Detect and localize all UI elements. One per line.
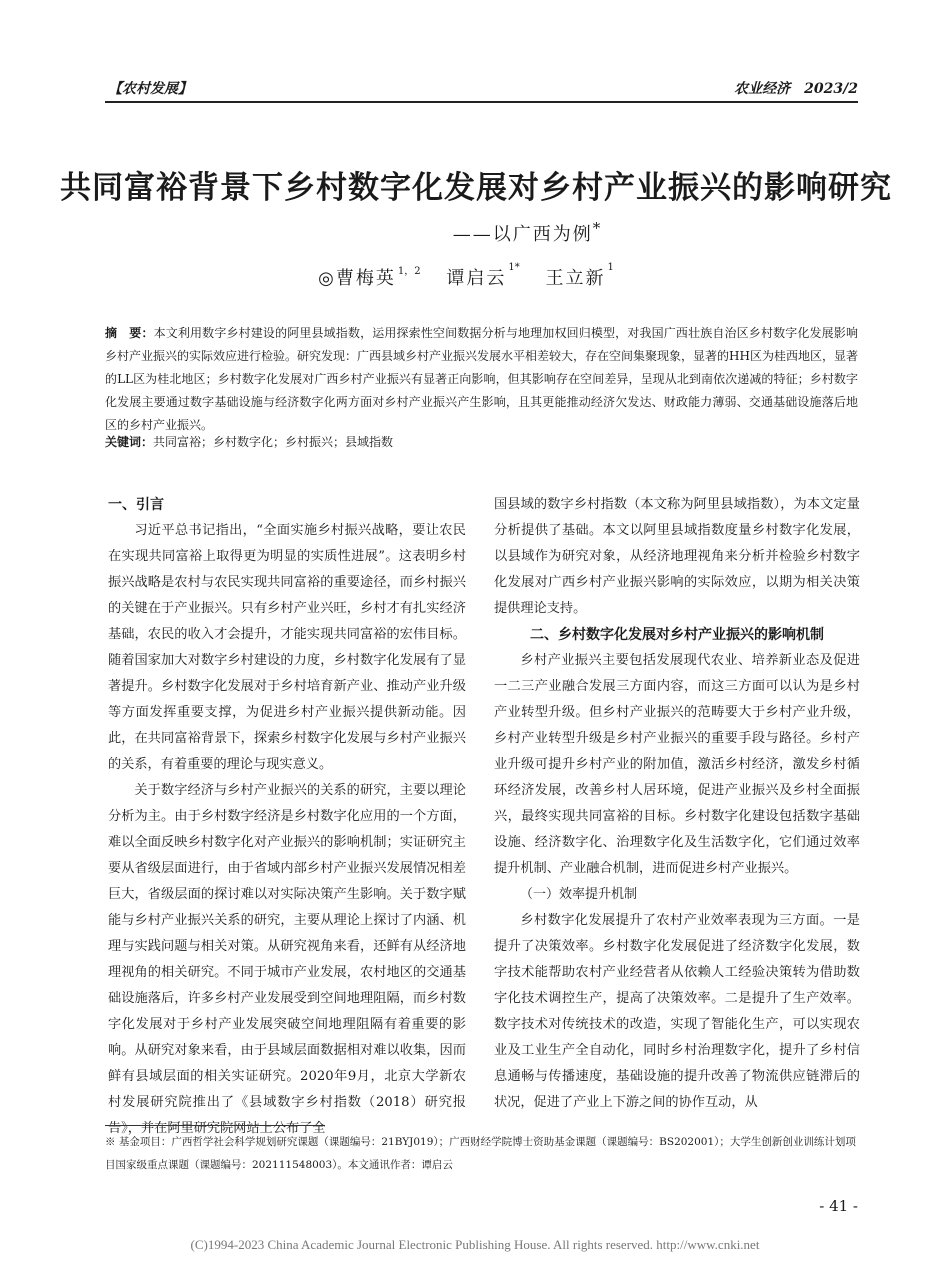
paper-subtitle: ——以广西为例* (452, 219, 603, 245)
funding-mark: * (592, 219, 603, 237)
footnote-divider (105, 1125, 325, 1126)
abstract-label: 摘 要： (105, 326, 154, 340)
author-name: 王立新 (545, 268, 606, 289)
author-affiliation: 1，2 (397, 266, 421, 277)
author-affiliation: 1 (607, 262, 614, 273)
copyright-notice: (C)1994-2023 China Academic Journal Electronic Publishing House. All rights reserved. http://www.cnki.net (190, 1237, 760, 1252)
paragraph: 乡村产业振兴主要包括发展现代农业、培养新业态及促进一二三产业融合发展三方面内容，而这三方面可以认为是乡村产业转型升级。但乡村产业振兴的范畴要大于乡村产业升级，乡村产业转型升级是乡村产业振兴的重要手段与路径。乡村产业升级可提升乡村产业的附加值，激活乡村经济，激发乡村循环经济发展，改善乡村人居环境，促进产业振兴及乡村全面振兴，最终实现共同富裕的目标。乡村数字化建设包括数字基础设施、经济数字化、治理数字化及生活数字化，它们通过效率提升机制、产业融合机制，进而促进乡村产业振兴。 (494, 653, 860, 876)
keywords-label: 关键词： (105, 435, 154, 449)
journal-issue: 农业经济 2023/2 (734, 81, 858, 97)
subsection-heading: （一）效率提升机制 (520, 887, 638, 902)
paragraph: 关于数字经济与乡村产业振兴的关系的研究，主要以理论分析为主。由于乡村数字经济是乡村数字化应用的一个方面，难以全面反映乡村数字化对产业振兴的影响机制；实证研究主要从省级层面进行，由于省域内部乡村产业振兴发展情况相差巨大，省级层面的探讨难以对实际决策产生影响。关于数字赋能与乡村产业振兴关系的研究，主要从理论上探讨了内涵、机理与实践问题与相关对策。从研究视角来看，还鲜有从经济地理视角的相关研究。不同于城市产业发展，农村地区的交通基础设施落后，许多乡村产业发展受到空间地理阻隔，而乡村数字化发展对于乡村产业发展突破空间地理阻隔有着重要的影响。从研究对象来看，由于县域层面数据相对难以收集，因而鲜有县域层面的相关实证研究。2020年9月，北京大学新农村发展研究院推出了《县域数字乡村指数（2018）研究报告》，并在阿里研究院网站上公布了全 (108, 783, 466, 1136)
body-column-right (494, 492, 860, 1116)
paragraph: 国县域的数字乡村指数（本文称为阿里县域指数），为本文定量分析提供了基础。本文以阿里县域指数度量乡村数字化发展，以县域作为研究对象，从经济地理视角来分析并检验乡村数字化发展对广西乡村产业振兴影响的实际效应，以期为相关决策提供理论支持。 (494, 497, 860, 616)
author-affiliation: 1* (508, 262, 520, 273)
author-name: 谭启云 (446, 268, 507, 289)
paragraph: 习近平总书记指出，“全面实施乡村振兴战略，要让农民在实现共同富裕上取得更为明显的实质性进展”。这表明乡村振兴战略是农村与农民实现共同富裕的重要途径，而乡村振兴的关键在于产业振兴。只有乡村产业兴旺，乡村才有扎实经济基础，农民的收入才会提升，才能实现共同富裕的宏伟目标。随着国家加大对数字乡村建设的力度，乡村数字化发展有了显著提升。乡村数字化发展对于乡村培育新产业、推动产业升级等方面发挥重要支撑，为促进乡村产业振兴提供新动能。因此，在共同富裕背景下，探索乡村数字化发展与乡村产业振兴的关系，有着重要的理论与现实意义。 (108, 523, 466, 772)
page-number: - 41 - (819, 1197, 858, 1215)
keywords-text: 共同富裕；乡村数字化；乡村振兴；县域指数 (153, 435, 394, 449)
paragraph: 乡村数字化发展提升了农村产业效率表现为三方面。一是提升了决策效率。乡村数字化发展促进了经济数字化发展，数字技术能帮助农村产业经营者从依赖人工经验决策转为借助数字化技术调控生产，提高了决策效率。二是提升了生产效率。数字技术对传统技术的改造，实现了智能化生产，可以实现农业及工业生产全自动化，同时乡村治理数字化，提升了乡村信息通畅与传播速度，基础设施的提升改善了物流供应链滞后的状况，促进了产业上下游之间的协作互动，从 (494, 913, 860, 1110)
section-heading: 二、乡村数字化发展对乡村产业振兴的影响机制 (530, 627, 824, 643)
header-divider (105, 101, 858, 103)
abstract-text: 本文利用数字乡村建设的阿里县域指数，运用探索性空间数据分析与地理加权回归模型，对我国广西壮族自治区乡村数字化发展影响乡村产业振兴的实际效应进行检验。研究发现：广西县域乡村产业振兴发展水平相差较大，存在空间集聚现象，显著的HH区为桂西地区，显著的LL区为桂北地区；乡村数字化发展对广西乡村产业振兴有显著正向影响，但其影响存在空间差异，呈现从北到南依次递减的特征；乡村数字化发展主要通过数字基础设施与经济数字化两方面对乡村产业振兴产生影响，且其更能推动经济欠发达、财政能力薄弱、交通基础设施落后地区的乡村产业振兴。 (105, 326, 858, 432)
body-column-left (108, 492, 466, 1142)
footnote: ※ 基金项目：广西哲学社会科学规划研究课题（课题编号：21BYJ019）；广西财经学院博士资助基金课题（课题编号：BS202001）；大学生创新创业训练计划项目国家级重点课题（课题编号：202111548003）。本文通讯作者：谭启云 (105, 1136, 856, 1171)
section-heading: 一、引言 (108, 497, 164, 513)
author-list (0, 264, 950, 290)
paper-title: 共同富裕背景下乡村数字化发展对乡村产业振兴的影响研究 (60, 170, 892, 206)
section-label: 【农村发展】 (108, 81, 192, 97)
keywords (105, 432, 858, 452)
author-name: ◎曹梅英 (318, 268, 396, 289)
abstract (105, 322, 858, 437)
